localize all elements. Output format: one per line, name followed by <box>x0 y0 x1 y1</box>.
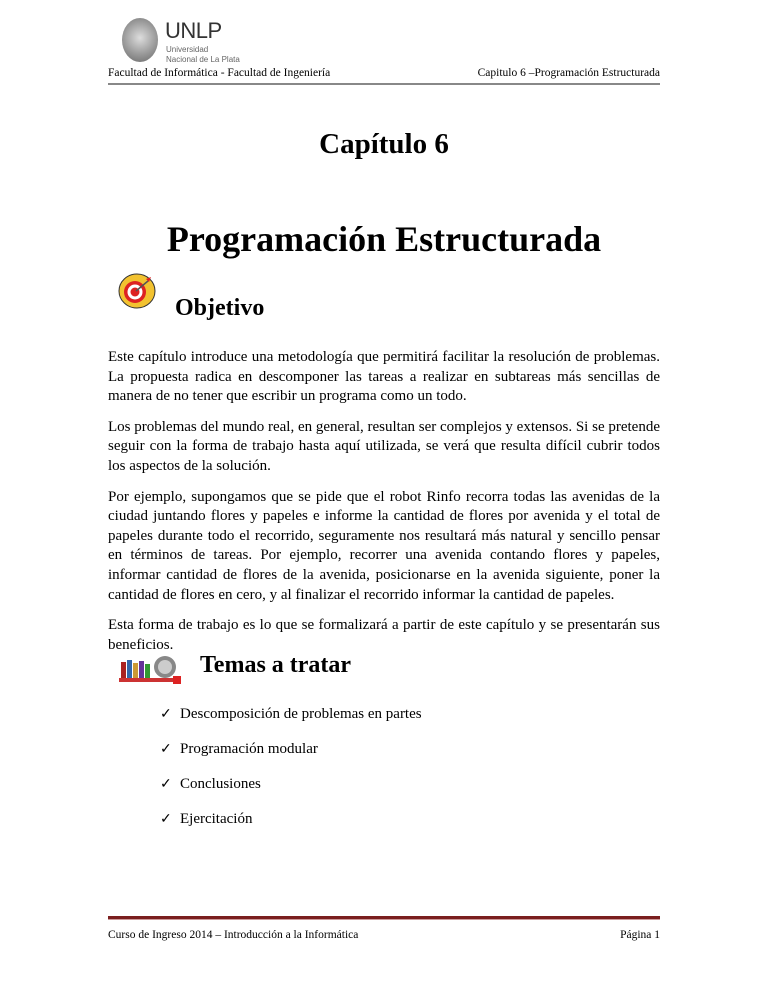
list-item-label: Programación modular <box>180 741 318 757</box>
list-item-label: Descomposición de problemas en partes <box>180 706 422 722</box>
check-icon: ✓ <box>160 812 172 827</box>
books-icon <box>117 650 185 686</box>
paragraph: Los problemas del mundo real, en general, resultan ser complejos y extensos. Si se pretende seguir con la forma de trabajo hasta aquí utilizada, se verá que resulta difícil cubrir todos los aspectos de la solución. <box>108 418 660 474</box>
unlp-logo <box>120 16 280 64</box>
logo-sub2: Nacional de La Plata <box>166 55 240 64</box>
objective-body <box>108 348 660 666</box>
list-item <box>160 706 422 741</box>
footer-rule <box>108 916 660 920</box>
paragraph: Esta forma de trabajo es lo que se formalizará a partir de este capítulo y se presentarán sus beneficios. <box>108 617 660 653</box>
list-item <box>160 776 422 811</box>
topics-list <box>160 706 422 846</box>
chapter-title: Capítulo 6 <box>319 128 449 160</box>
university-seal-icon <box>122 18 158 62</box>
list-item-label: Conclusiones <box>180 776 261 792</box>
paragraph: Este capítulo introduce una metodología que permitirá facilitar la resolución de problemas. La propuesta radica en descomponer las tareas a realizar en subtareas más sencillas de manera de no tener que escribir un programa como un todo. <box>108 349 660 405</box>
paragraph: Por ejemplo, supongamos que se pide que el robot Rinfo recorra todas las avenidas de la ciudad juntando flores y papeles e informe la cantidad de flores por avenida y el total de papeles durante todo el recorrido, seguramente nos resultará más natural y sencillo pensar en términos de tareas. Por ejemplo, recorrer una avenida contando flores y papeles, informar cantidad de flores de la avenida, posicionarse en la avenida siguiente, poner la cantidad de flores en cero, y al finalizar el recorrido informar la cantidad de papeles. <box>108 488 660 603</box>
target-icon <box>118 273 156 309</box>
list-item <box>160 741 422 776</box>
header-rule <box>108 83 660 85</box>
check-icon: ✓ <box>160 707 172 722</box>
check-icon: ✓ <box>160 777 172 792</box>
check-icon: ✓ <box>160 742 172 757</box>
header-right: Capitulo 6 –Programación Estructurada <box>477 67 660 79</box>
footer-left: Curso de Ingreso 2014 – Introducción a la Informática <box>108 929 359 941</box>
logo-title: UNLP <box>165 18 222 43</box>
topics-heading: Temas a tratar <box>200 652 352 678</box>
logo-sub1: Universidad <box>166 45 209 54</box>
list-item-label: Ejercitación <box>180 811 253 827</box>
page-number: Página 1 <box>620 929 660 941</box>
list-item <box>160 811 422 846</box>
chapter-subtitle: Programación Estructurada <box>166 219 602 259</box>
header-left: Facultad de Informática - Facultad de Ingeniería <box>108 67 331 79</box>
objective-heading: Objetivo <box>175 295 265 321</box>
